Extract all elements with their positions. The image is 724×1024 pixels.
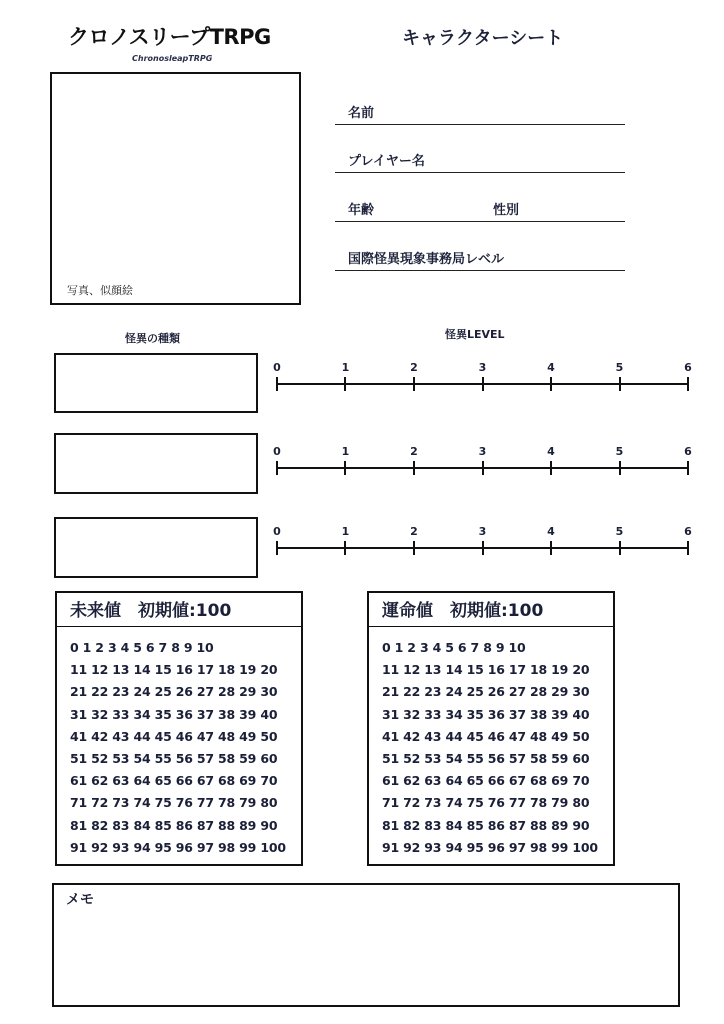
scale-tick[interactable] (413, 461, 415, 475)
kaii-level-heading: 怪異LEVEL (445, 328, 505, 341)
memo-box[interactable] (52, 883, 680, 1007)
scale-tick[interactable] (276, 377, 278, 391)
number-row[interactable]: 51 52 53 54 55 56 57 58 59 60 (382, 750, 590, 766)
scale-tick-label: 1 (341, 445, 350, 458)
fate-value-box (367, 591, 615, 866)
future-value-box (55, 591, 303, 866)
scale-tick-label: 3 (478, 525, 487, 538)
scale-tick[interactable] (687, 541, 689, 555)
player-field[interactable] (335, 152, 625, 173)
kaii-level-scale-1[interactable] (273, 361, 692, 399)
scale-tick[interactable] (619, 461, 621, 475)
level-field[interactable] (335, 250, 625, 271)
kaii-level-scale-3[interactable] (273, 525, 692, 563)
number-row[interactable]: 51 52 53 54 55 56 57 58 59 60 (70, 750, 278, 766)
scale-tick-label: 5 (615, 525, 624, 538)
number-row[interactable]: 31 32 33 34 35 36 37 38 39 40 (70, 706, 278, 722)
name-label: 名前 (348, 106, 375, 121)
kaii-type-box-3[interactable] (54, 517, 258, 578)
gender-label: 性別 (493, 203, 520, 218)
number-row[interactable]: 81 82 83 84 85 86 87 88 89 90 (382, 817, 590, 833)
scale-tick[interactable] (619, 541, 621, 555)
logo-subtitle: ChronosleapTRPG (132, 54, 213, 63)
scale-tick[interactable] (482, 541, 484, 555)
name-field[interactable] (335, 104, 625, 125)
scale-tick-label: 1 (341, 361, 350, 374)
number-row[interactable]: 0 1 2 3 4 5 6 7 8 9 10 (70, 640, 214, 655)
scale-tick-label: 6 (684, 525, 692, 538)
future-value-title: 未来値 初期値:100 (57, 593, 301, 627)
future-value-numbers (70, 637, 286, 859)
scale-tick-label: 3 (478, 445, 487, 458)
kaii-type-box-1[interactable] (54, 353, 258, 413)
number-row[interactable]: 41 42 43 44 45 46 47 48 49 50 (70, 728, 278, 744)
agency-level-label: 国際怪異現象事務局レベル (348, 252, 505, 267)
photo-caption: 写真、似顔絵 (67, 284, 133, 297)
number-row[interactable]: 41 42 43 44 45 46 47 48 49 50 (382, 728, 590, 744)
scale-tick-label: 2 (410, 525, 418, 538)
scale-tick[interactable] (482, 377, 484, 391)
kaii-level-scale-2[interactable] (273, 445, 692, 483)
number-row[interactable]: 11 12 13 14 15 16 17 18 19 20 (70, 662, 278, 678)
scale-tick[interactable] (413, 541, 415, 555)
scale-tick-label: 2 (410, 361, 418, 374)
age-label: 年齢 (348, 203, 375, 218)
scale-tick-label: 5 (615, 361, 624, 374)
scale-tick[interactable] (619, 377, 621, 391)
fate-value-numbers (382, 637, 598, 859)
scale-tick[interactable] (344, 541, 346, 555)
scale-tick[interactable] (344, 461, 346, 475)
scale-tick-label: 2 (410, 445, 418, 458)
age-gender-field[interactable] (335, 201, 625, 222)
scale-tick[interactable] (413, 377, 415, 391)
number-row[interactable]: 31 32 33 34 35 36 37 38 39 40 (382, 706, 590, 722)
scale-tick[interactable] (550, 541, 552, 555)
scale-tick[interactable] (550, 461, 552, 475)
kaii-type-heading: 怪異の種類 (125, 332, 180, 345)
scale-tick-label: 4 (547, 445, 555, 458)
scale-tick-label: 3 (478, 361, 487, 374)
memo-label: メモ (66, 892, 94, 908)
scale-tick-label: 0 (273, 361, 281, 374)
number-row[interactable]: 21 22 23 24 25 26 27 28 29 30 (70, 684, 278, 700)
kaii-type-box-2[interactable] (54, 433, 258, 494)
scale-tick[interactable] (276, 541, 278, 555)
logo-title: クロノスリープTRPG (68, 25, 271, 49)
scale-tick[interactable] (687, 377, 689, 391)
number-row[interactable]: 91 92 93 94 95 96 97 98 99 100 (70, 839, 286, 855)
scale-tick-label: 6 (684, 445, 692, 458)
scale-tick-label: 1 (341, 525, 350, 538)
photo-box[interactable] (50, 72, 301, 305)
player-label: プレイヤー名 (348, 154, 425, 169)
scale-tick[interactable] (276, 461, 278, 475)
number-row[interactable]: 0 1 2 3 4 5 6 7 8 9 10 (382, 640, 526, 655)
scale-tick-label: 0 (273, 525, 281, 538)
number-row[interactable]: 21 22 23 24 25 26 27 28 29 30 (382, 684, 590, 700)
scale-tick[interactable] (482, 461, 484, 475)
number-row[interactable]: 61 62 63 64 65 66 67 68 69 70 (70, 773, 278, 789)
number-row[interactable]: 61 62 63 64 65 66 67 68 69 70 (382, 773, 590, 789)
scale-tick-label: 4 (547, 525, 555, 538)
scale-tick[interactable] (550, 377, 552, 391)
scale-tick[interactable] (687, 461, 689, 475)
fate-value-title: 運命値 初期値:100 (369, 593, 613, 627)
scale-tick-label: 4 (547, 361, 555, 374)
number-row[interactable]: 71 72 73 74 75 76 77 78 79 80 (70, 795, 278, 811)
scale-tick[interactable] (344, 377, 346, 391)
sheet-title: キャラクターシート (402, 28, 564, 49)
number-row[interactable]: 81 82 83 84 85 86 87 88 89 90 (70, 817, 278, 833)
number-row[interactable]: 11 12 13 14 15 16 17 18 19 20 (382, 662, 590, 678)
scale-tick-label: 5 (615, 445, 624, 458)
scale-tick-label: 0 (273, 445, 281, 458)
number-row[interactable]: 91 92 93 94 95 96 97 98 99 100 (382, 839, 598, 855)
scale-tick-label: 6 (684, 361, 692, 374)
number-row[interactable]: 71 72 73 74 75 76 77 78 79 80 (382, 795, 590, 811)
